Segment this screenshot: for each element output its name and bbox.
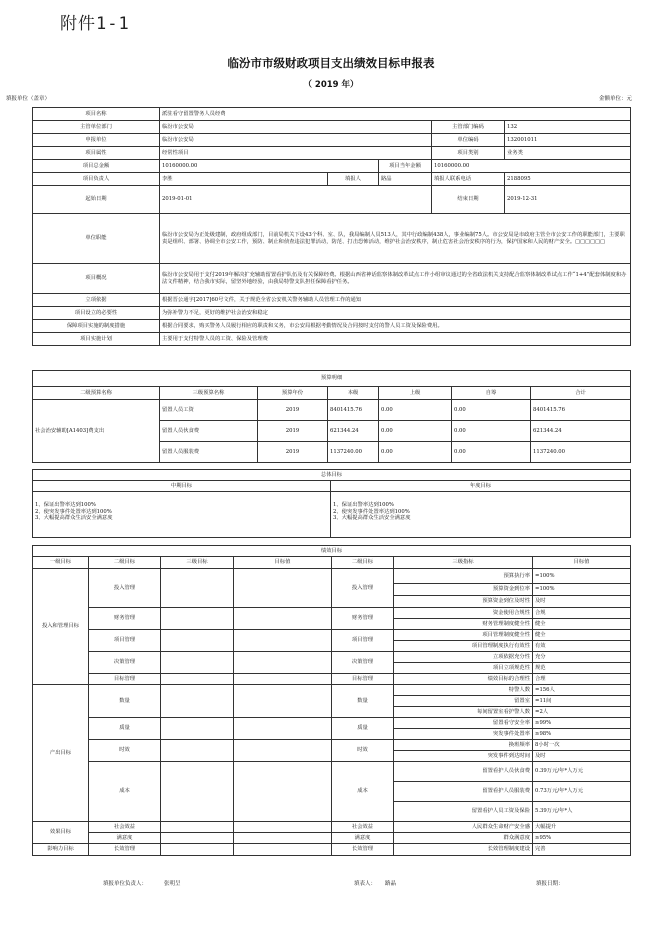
perf-header: 二级目标 — [89, 557, 161, 569]
lv2-goal: 项目管理 — [89, 630, 161, 652]
attachment-label: 附件1-1 — [60, 14, 130, 34]
indicator-value: =156人 — [533, 685, 631, 696]
value-cell: 李胜 — [160, 173, 328, 186]
goal-item: 1、保证出警率达到100% — [35, 502, 96, 508]
budget-self: 0.00 — [452, 442, 531, 463]
label-cell: 主管部门编码 — [432, 121, 505, 134]
goal-item: 3、大幅提高群众生活安全满意度 — [333, 515, 411, 522]
mid-term-header: 中期目标 — [33, 481, 331, 492]
budget-total: 1137240.00 — [531, 442, 631, 463]
row-dates — [33, 186, 631, 214]
perf-header-row — [33, 557, 631, 569]
row-basis — [33, 294, 631, 307]
indicator-value: 完善 — [533, 844, 631, 856]
lv2-goal: 长效管理 — [89, 844, 161, 856]
lv2-goal-right: 财务管理 — [332, 608, 394, 630]
budget-upper: 0.00 — [379, 400, 452, 421]
label-cell: 项目总金额 — [33, 160, 160, 173]
third-level-budget: 留置人员服装费 — [160, 442, 258, 463]
indicator-name: 突发事件处置率 — [394, 729, 533, 740]
indicator-value: =2人 — [533, 707, 631, 718]
budget-year: 2019 — [258, 442, 328, 463]
row-need — [33, 307, 631, 320]
indicator-name: 突发事件到达时间 — [394, 751, 533, 762]
indicator-name: 财务管理制度健全性 — [394, 619, 533, 630]
value-cell: 2019-01-01 — [160, 186, 432, 214]
amount-unit-label: 金额单位：元 — [598, 96, 632, 102]
budget-year: 2019 — [258, 400, 328, 421]
lv2-goal: 满意度 — [89, 833, 161, 844]
lv2-goal-right: 目标管理 — [332, 674, 394, 685]
budget-header: 三级预算名称 — [160, 387, 258, 400]
perf-header: 目标值 — [533, 557, 631, 569]
value-cell: 临汾市公安局 — [160, 134, 432, 147]
budget-header: 二级预算名称 — [33, 387, 160, 400]
value-cell: 业务类 — [505, 147, 631, 160]
indicator-value: 充分 — [533, 652, 631, 663]
budget-header: 合计 — [531, 387, 631, 400]
indicator-name: 项目管理制度执行有效性 — [394, 641, 533, 652]
goal-item: 1、保证出警率达到100% — [333, 502, 394, 508]
unit-head-label: 填报单位负责人： — [103, 881, 148, 887]
lv2-goal-right: 投入管理 — [332, 569, 394, 608]
goal-item: 3、大幅提高群众生活安全满意度 — [35, 515, 113, 522]
indicator-value: 0.39万元/年*人万元 — [533, 762, 631, 782]
indicator-value: 合理 — [533, 674, 631, 685]
label-cell: 结束日期 — [432, 186, 505, 214]
label-cell: 主管单位部门 — [33, 121, 160, 134]
lv2-goal: 财务管理 — [89, 608, 161, 630]
filler-label: 填表人： — [354, 881, 377, 887]
budget-local: 8401415.76 — [328, 400, 379, 421]
budget-local: 1137240.00 — [328, 442, 379, 463]
label-cell: 项目当年金额 — [379, 160, 432, 173]
budget-year: 2019 — [258, 421, 328, 442]
budget-row — [33, 400, 631, 421]
lv2-goal: 决策管理 — [89, 652, 161, 674]
perf-header: 一级目标 — [33, 557, 89, 569]
signature-footer — [0, 879, 662, 889]
unit-head-name: 张明呈 — [164, 881, 181, 887]
lv2-goal-right: 决策管理 — [332, 652, 394, 674]
lv2-goal: 质量 — [89, 718, 161, 740]
label-cell: 项目类别 — [432, 147, 505, 160]
lv2-goal-right: 项目管理 — [332, 630, 394, 652]
budget-header: 上级 — [379, 387, 452, 400]
indicator-name: 留置看护人员伙食费 — [394, 762, 533, 782]
label-cell: 填报人联系电话 — [432, 173, 505, 186]
fill-date-label: 填报日期： — [536, 881, 564, 887]
lv2-goal-right: 社会效益 — [332, 822, 394, 833]
indicator-name: 项目管理制度健全性 — [394, 630, 533, 641]
indicator-value: 8小时一次 — [533, 740, 631, 751]
value-cell: 为弥补警力不足，更好的维护社会治安和稳定 — [160, 307, 631, 320]
indicator-name: 项目立项规范性 — [394, 663, 533, 674]
indicator-name: 留置看守安全率 — [394, 718, 533, 729]
budget-local: 621344.24 — [328, 421, 379, 442]
indicator-name: 预算资金到位及时性 — [394, 596, 533, 608]
label-cell: 单位编码 — [432, 134, 505, 147]
row-dept — [33, 121, 631, 134]
budget-upper: 0.00 — [379, 442, 452, 463]
goal-item: 2、使突发事件处置率达到100% — [35, 508, 112, 515]
value-cell: 派驻看守留置警务人员经费 — [160, 108, 631, 121]
budget-header: 自筹 — [452, 387, 531, 400]
indicator-name: 长效管理制度建设 — [394, 844, 533, 856]
row-apply-unit — [33, 134, 631, 147]
indicator-value: 5.39万元/年*人 — [533, 802, 631, 822]
third-level-budget: 留置人员工资 — [160, 400, 258, 421]
indicator-value: ≥99% — [533, 718, 631, 729]
label-cell: 项目概况 — [33, 264, 160, 294]
indicator-name: 特警人数 — [394, 685, 533, 696]
perf-header: 三级目标 — [161, 557, 234, 569]
lv1-goal: 影响力目标 — [33, 844, 89, 856]
label-cell: 申报单位 — [33, 134, 160, 147]
indicator-name: 绩效目标的合理性 — [394, 674, 533, 685]
value-cell: 路晶 — [379, 173, 432, 186]
indicator-value: 及时 — [533, 596, 631, 608]
indicator-value: ≥95% — [533, 833, 631, 844]
lv2-goal-right: 数量 — [332, 685, 394, 718]
label-cell: 填报人 — [328, 173, 379, 186]
filler-name: 路晶 — [385, 881, 397, 887]
value-cell: 主要用于支付特警人员的工资、保险及管理费 — [160, 333, 631, 346]
value-cell: 根据晋公通字[2017]60号文件，关于规范全省公安机关警务辅助人员管理工作的通知 — [160, 294, 631, 307]
lv2-goal: 数量 — [89, 685, 161, 718]
indicator-value: 规范 — [533, 663, 631, 674]
indicator-name: 人民群众生命财产安全感 — [394, 822, 533, 833]
budget-table — [32, 370, 631, 463]
indicator-value: =100% — [533, 569, 631, 584]
perf-header: 二级目标 — [332, 557, 394, 569]
budget-upper: 0.00 — [379, 421, 452, 442]
value-cell: 根据合同要求，购买警务人员履行相应的职责和义务，市公安局根据考勤情况及合同按时支付的警人员工资及保险费用。 — [160, 320, 631, 333]
indicator-value: 0.73万元/年*人万元 — [533, 782, 631, 802]
lv1-goal: 产出目标 — [33, 685, 89, 822]
value-cell: 2019-12-31 — [505, 186, 631, 214]
mid-term-goals — [33, 492, 331, 538]
budget-total: 621344.24 — [531, 421, 631, 442]
row-plan — [33, 333, 631, 346]
lv2-goal-right: 满意度 — [332, 833, 394, 844]
value-cell: 132 — [505, 121, 631, 134]
row-system — [33, 320, 631, 333]
goal-item: 2、使突发事件处置率达到100% — [333, 508, 410, 515]
label-cell: 单位职能 — [33, 214, 160, 264]
fill-unit-label: 填报单位（盖章） — [6, 96, 51, 102]
indicator-value: =11间 — [533, 696, 631, 707]
perf-section-title: 绩效目标 — [33, 546, 631, 557]
budget-section-title: 预算明细 — [33, 371, 631, 387]
value-cell: 临汾市公安局为正处级建制，政府组成部门，目前局机关下设43个科、室、队，我局编制人员513人，其中行政编制438人，事业编制75人。市公安局是市政府主管全市公安工作的职能部门，主要职责是组织、部署、协调全市公安工作，预防、制止和侦查违法犯罪活动，防范、打击恐怖活动，维护社会治安秩序，制止危害社会治安秩序的行为，保护国家和人民的财产安全。□□□□□□ — [160, 214, 631, 264]
project-info-table — [32, 107, 631, 346]
perf-header: 三级指标 — [394, 557, 533, 569]
lv2-goal-right: 成本 — [332, 762, 394, 822]
indicator-value: =100% — [533, 584, 631, 596]
value-cell: 临汾市公安局 — [160, 121, 432, 134]
label-cell: 项目负责人 — [33, 173, 160, 186]
lv2-goal-right: 时效 — [332, 740, 394, 762]
indicator-value: 合规 — [533, 608, 631, 619]
lv2-goal-right: 质量 — [332, 718, 394, 740]
lv2-goal: 投入管理 — [89, 569, 161, 608]
budget-self: 0.00 — [452, 421, 531, 442]
indicator-name: 每间留置室看护警人数 — [394, 707, 533, 718]
second-level-budget: 社会治安辅助[A1403]费支出 — [33, 400, 160, 463]
lv1-goal: 效果目标 — [33, 822, 89, 844]
annual-header: 年度目标 — [331, 481, 631, 492]
indicator-value: ≥98% — [533, 729, 631, 740]
value-cell: 临汾市公安局用于支付2019年解决扩充辅助留置看护队伍及有关保障经费。根据山西省神话监察体制改革试点工作小组审议通过的全省政法机关支持配合监察体制改革试点工作“1+4”配套体制度和办法文件精神，结合我市实际，留坚外地经验，由我局特警支队担任保障看护任务。 — [160, 264, 631, 294]
perf-header: 目标值 — [234, 557, 332, 569]
indicator-name: 预算执行率 — [394, 569, 533, 584]
lv2-goal: 目标管理 — [89, 674, 161, 685]
value-cell: 2188095 — [505, 173, 631, 186]
label-cell: 项目属性 — [33, 147, 160, 160]
indicator-name: 群众满意度 — [394, 833, 533, 844]
row-duty — [33, 214, 631, 264]
lv1-goal: 投入和管理目标 — [33, 569, 89, 685]
annual-goals — [331, 492, 631, 538]
budget-self: 0.00 — [452, 400, 531, 421]
year-line: （ 2019 年） — [303, 80, 359, 90]
indicator-value: 健全 — [533, 619, 631, 630]
performance-goals-table — [32, 545, 631, 856]
indicator-name: 留置室 — [394, 696, 533, 707]
budget-header-row — [33, 387, 631, 400]
row-overview — [33, 264, 631, 294]
row-leader — [33, 173, 631, 186]
indicator-name: 留置看护人员工资及保险 — [394, 802, 533, 822]
row-project-name — [33, 108, 631, 121]
lv2-goal: 成本 — [89, 762, 161, 822]
label-cell: 项目名称 — [33, 108, 160, 121]
budget-header: 预算年份 — [258, 387, 328, 400]
indicator-name: 资金使用合规性 — [394, 608, 533, 619]
row-attr — [33, 147, 631, 160]
lv2-goal: 社会效益 — [89, 822, 161, 833]
overall-goals-table — [32, 469, 631, 538]
label-cell: 项目实施计划 — [33, 333, 160, 346]
indicator-value: 及时 — [533, 751, 631, 762]
indicator-value: 有效 — [533, 641, 631, 652]
lv2-goal: 时效 — [89, 740, 161, 762]
row-amount — [33, 160, 631, 173]
value-cell: 经常性项目 — [160, 147, 432, 160]
budget-header: 本级 — [328, 387, 379, 400]
third-level-budget: 留置人员伙食费 — [160, 421, 258, 442]
label-cell: 起始日期 — [33, 186, 160, 214]
label-cell: 项目设立的必要性 — [33, 307, 160, 320]
value-cell: 132001011 — [505, 134, 631, 147]
overall-section-title: 总体目标 — [33, 470, 631, 481]
label-cell: 保障项目实施的制度措施 — [33, 320, 160, 333]
indicator-name: 换班频率 — [394, 740, 533, 751]
label-cell: 立项依据 — [33, 294, 160, 307]
budget-total: 8401415.76 — [531, 400, 631, 421]
page-title: 临汾市市级财政项目支出绩效目标申报表 — [227, 56, 435, 70]
value-cell: 10160000.00 — [432, 160, 631, 173]
indicator-name: 留置看护人员服装费 — [394, 782, 533, 802]
indicator-value: 大幅提升 — [533, 822, 631, 833]
value-cell: 10160000.00 — [160, 160, 379, 173]
indicator-value: 健全 — [533, 630, 631, 641]
lv2-goal-right: 长效管理 — [332, 844, 394, 856]
indicator-name: 立项依据充分性 — [394, 652, 533, 663]
indicator-name: 预算资金到位率 — [394, 584, 533, 596]
